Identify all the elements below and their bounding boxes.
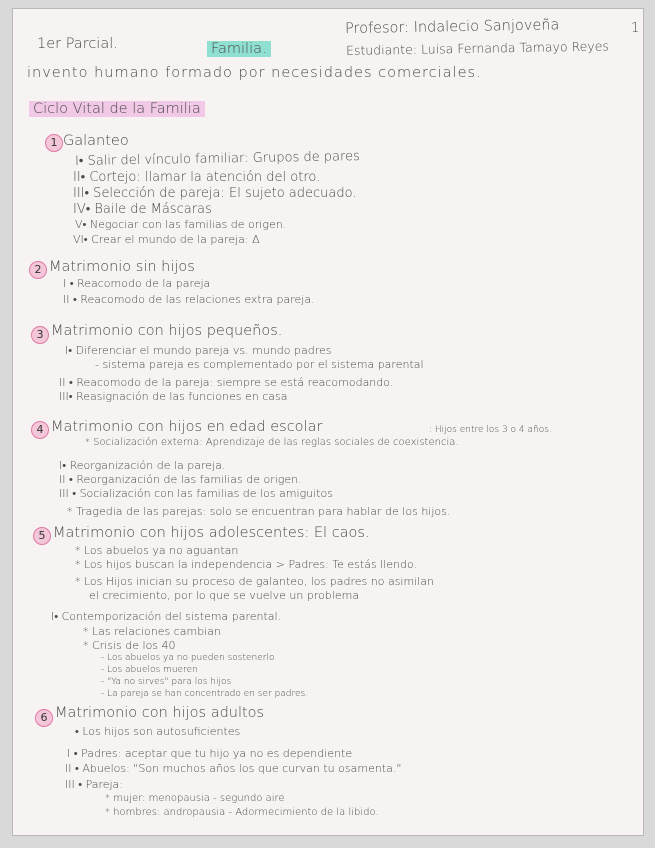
list-item: - sistema pareja es complementado por el sistema parental xyxy=(95,358,424,371)
notebook-page xyxy=(12,8,644,836)
student-line: Estudiante: Luisa Fernanda Tamayo Reyes xyxy=(345,38,610,58)
list-item: III • Socialización con las familias de los amiguitos xyxy=(59,487,333,500)
list-item: - La pareja se han concentrado en ser padres. xyxy=(101,689,309,699)
list-item: - Los abuelos mueren xyxy=(101,665,198,675)
list-item: I• Reorganización de la pareja. xyxy=(59,459,226,472)
page-number: 1 xyxy=(631,21,640,36)
list-item: I • Reacomodo de la pareja xyxy=(63,277,211,290)
section-4-number: 4 xyxy=(31,421,49,439)
list-item: * Los hijos buscan la independencia > Padres: Te estás llendo. xyxy=(75,558,418,571)
list-item: I• Diferenciar el mundo pareja vs. mundo padres xyxy=(65,344,332,357)
list-item: I • Padres: aceptar que tu hijo ya no es dependiente xyxy=(67,747,353,760)
list-item: I• Salir del vínculo familiar: Grupos de pares xyxy=(74,149,361,169)
list-item: VI• Crear el mundo de la pareja: Δ xyxy=(73,233,260,246)
professor-line: Profesor: Indalecio Sanjoveña xyxy=(344,17,560,37)
section-5-number: 5 xyxy=(33,527,51,545)
list-item: - Los abuelos ya no pueden sostenerlo xyxy=(101,653,275,663)
list-item: el crecimiento, por lo que se vuelve un problema xyxy=(89,589,360,602)
section-3-heading: Matrimonio con hijos pequeños. xyxy=(51,323,283,339)
section-1-heading: Galanteo xyxy=(63,133,129,149)
list-item: * hombres: andropausia - Adormecimiento de la libido. xyxy=(105,807,379,818)
list-item: * Crisis de los 40 xyxy=(83,639,176,652)
list-item: * Las relaciones cambian xyxy=(83,625,221,638)
list-item: II • Reorganización de las familias de origen. xyxy=(59,473,302,486)
section-6-number: 6 xyxy=(35,709,53,727)
list-item: * Los Hijos inician su proceso de galanteo, los padres no asimilan xyxy=(75,575,435,588)
list-item: * Socialización externa: Aprendizaje de las reglas sociales de coexistencia. xyxy=(85,437,459,448)
parcial-label: 1er Parcial. xyxy=(37,36,118,52)
section-6-heading: Matrimonio con hijos adultos xyxy=(55,705,265,721)
list-item: - "Ya no sirves" para los hijos xyxy=(101,677,232,687)
list-item: II • Reacomodo de la pareja: siempre se está reacomodando. xyxy=(59,376,394,389)
list-item: * mujer: menopausia - segundo aire xyxy=(105,793,285,804)
list-item: III• Reasignación de las funciones en casa xyxy=(59,390,288,403)
section-5-heading: Matrimonio con hijos adolescentes: El caos. xyxy=(53,525,370,541)
list-item: II • Reacomodo de las relaciones extra pareja. xyxy=(63,293,315,306)
list-item: * Tragedia de las parejas: solo se encuentran para hablar de los hijos. xyxy=(67,505,451,518)
list-item: I• Contemporización del sistema parental. xyxy=(51,610,282,623)
section-1-number: 1 xyxy=(45,134,63,152)
list-item: V• Negociar con las familias de origen. xyxy=(75,218,287,231)
list-item: II• Cortejo: llamar la atención del otro. xyxy=(73,170,321,185)
list-item: IV• Baile de Máscaras xyxy=(73,202,212,217)
subject-label: Familia. xyxy=(207,41,271,57)
section-2-number: 2 xyxy=(29,261,47,279)
list-item: • Los hijos son autosuficientes xyxy=(75,725,241,738)
section-2-heading: Matrimonio sin hijos xyxy=(49,259,195,275)
list-item: * Los abuelos ya no aguantan xyxy=(75,544,239,557)
page-title: Ciclo Vital de la Familia xyxy=(29,101,205,117)
list-item: II • Abuelos: "Son muchos años los que curvan tu osamenta." xyxy=(65,762,402,775)
section-4-aside: : Hijos entre los 3 o 4 años. xyxy=(429,425,552,435)
list-item: III• Selección de pareja: El sujeto adecuado. xyxy=(73,186,357,201)
intro-line: invento humano formado por necesidades comerciales. xyxy=(27,65,482,81)
list-item: III • Pareja: xyxy=(65,778,124,791)
section-3-number: 3 xyxy=(31,326,49,344)
section-4-heading: Matrimonio con hijos en edad escolar xyxy=(51,419,323,435)
